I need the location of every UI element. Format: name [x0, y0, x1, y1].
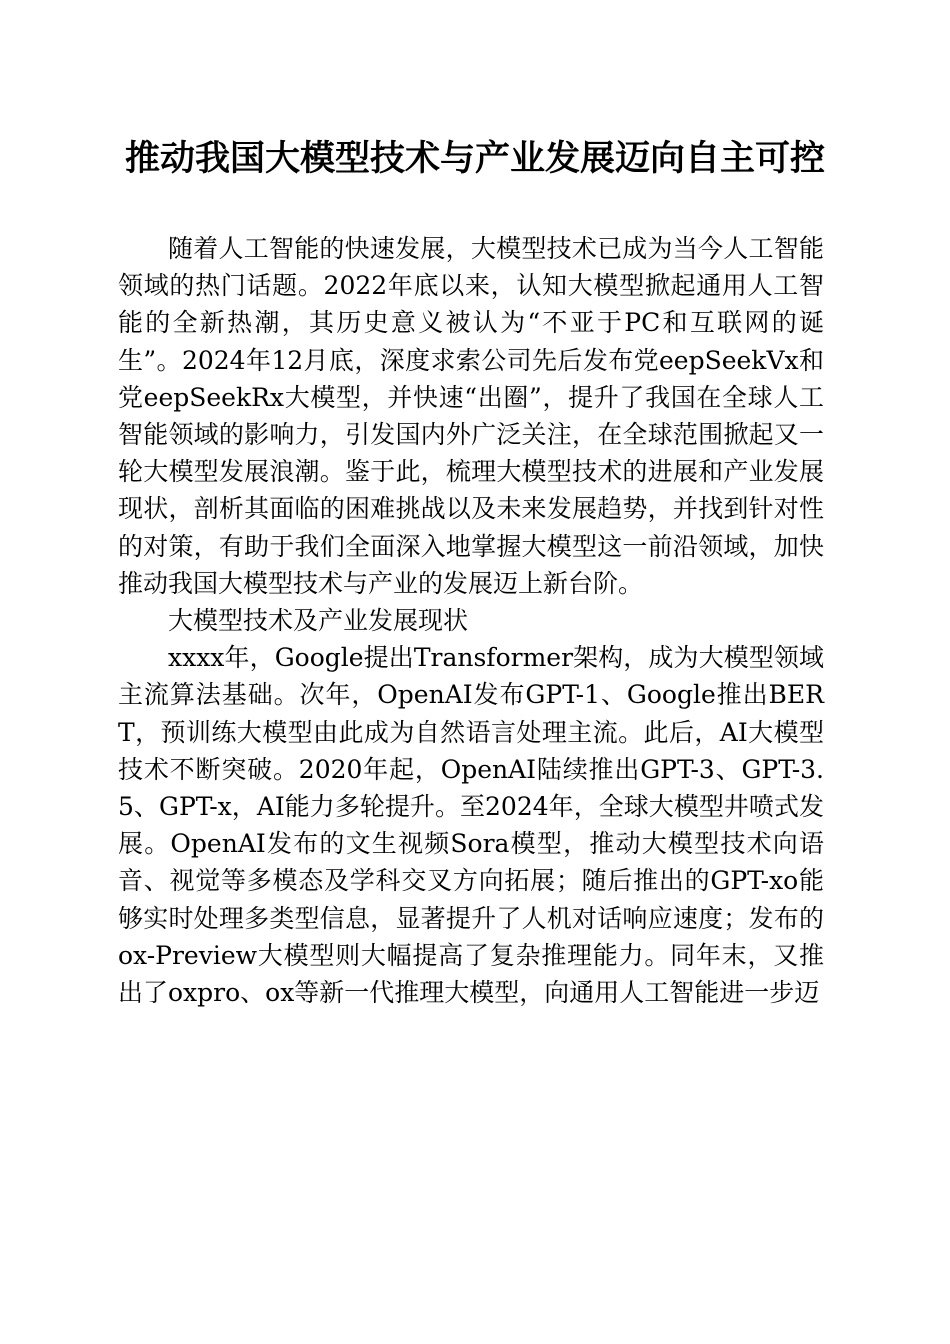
document-body	[118, 230, 824, 1011]
document-title: 推动我国大模型技术与产业发展迈向自主可控	[124, 138, 825, 179]
paragraph-history: xxxx年，Google提出Transformer架构，成为大模型领域主流算法基础。次年，OpenAI发布GPT-1、Google推出BERT，预训练大模型由此成为自然语言处理主流。此后，AI大模型技术不断突破。2020年起，OpenAI陆续推出GPT-3、GPT-3.5、GPT-x，AI能力多轮提升。至2024年，全球大模型井喷式发展。OpenAI发布的文生视频Sora模型，推动大模型技术向语音、视觉等多模态及学科交叉方向拓展；随后推出的GPT-xo能够实时处理多类型信息，显著提升了人机对话响应速度；发布的ox-Preview大模型则大幅提高了复杂推理能力。同年末，又推出了oxpro、ox等新一代推理大模型，向通用人工智能进一步迈	[118, 643, 824, 1008]
section-heading: 大模型技术及产业发展现状	[168, 606, 469, 636]
paragraph-intro: 随着人工智能的快速发展，大模型技术已成为当今人工智能领域的热门话题。2022年底以来，认知大模型掀起通用人工智能的全新热潮，其历史意义被认为“不亚于PC和互联网的诞生”。2024年12月底，深度求索公司先后发布党eepSeekVx和党eepSeekRx大模型，并快速“出圈”，提升了我国在全球人工智能领域的影响力，引发国内外广泛关注，在全球范围掀起又一轮大模型发展浪潮。鉴于此，梳理大模型技术的进展和产业发展现状，剖析其面临的困难挑战以及未来发展趋势，并找到针对性的对策，有助于我们全面深入地掌握大模型这一前沿领域，加快推动我国大模型技术与产业的发展迈上新台阶。	[118, 234, 824, 598]
